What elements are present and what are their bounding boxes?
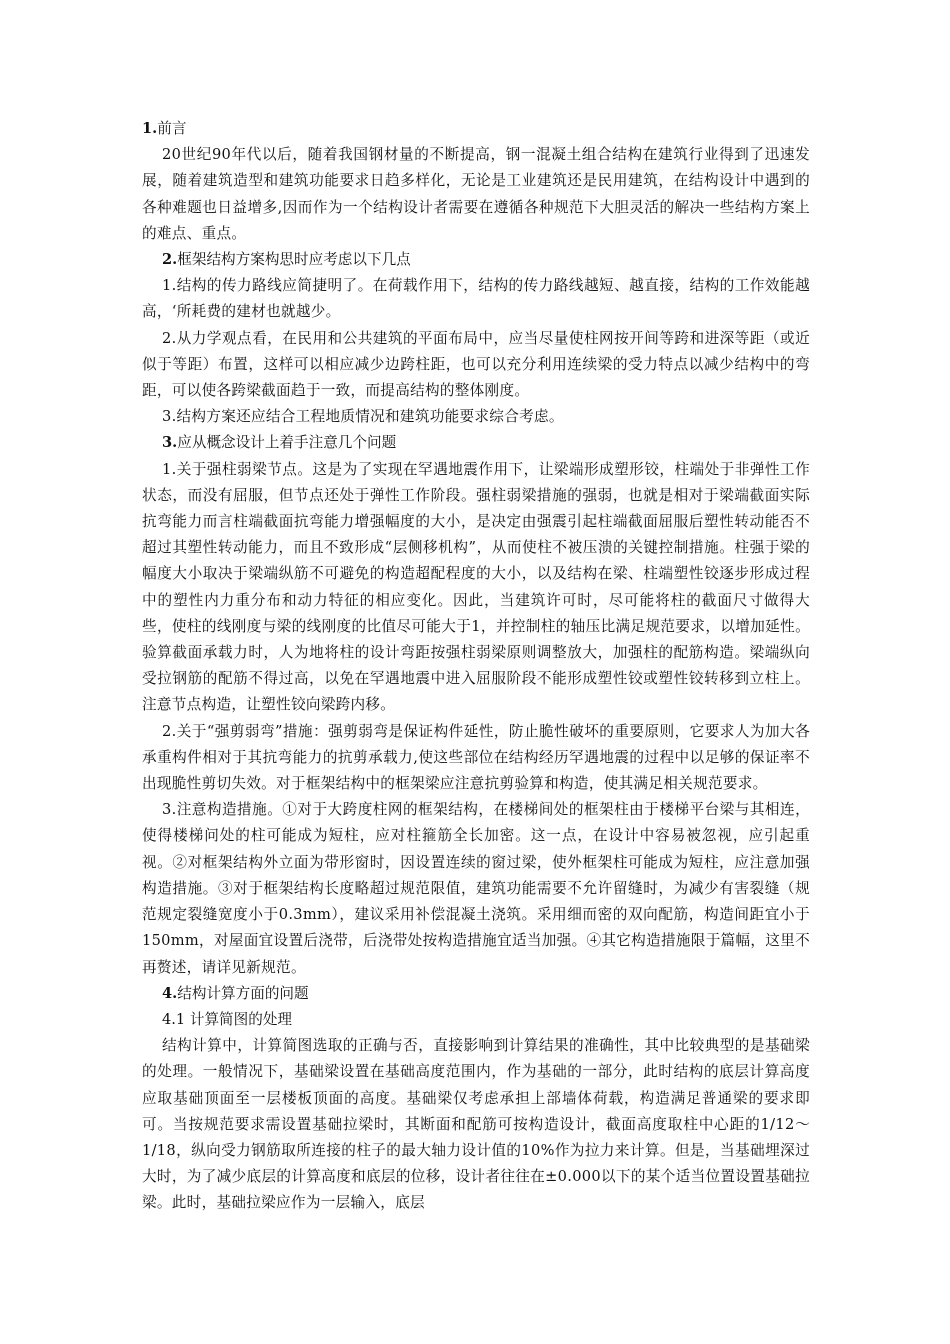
section-4-number: 4. xyxy=(162,984,178,1002)
section-1-heading xyxy=(142,116,810,142)
section-4-title: 结构计算方面的问题 xyxy=(177,984,309,1002)
section-4-heading xyxy=(142,981,810,1007)
section-3-number: 3. xyxy=(162,434,178,452)
section-3-title: 应从概念设计上着手注意几个问题 xyxy=(177,434,397,452)
section-3-paragraph-2: 2.关于“强剪弱弯”措施：强剪弱弯是保证构件延性，防止脆性破坏的重要原则，它要求人为加大各承重构件相对于其抗弯能力的抗剪承载力,使这些部位在结构经历罕遇地震的过程中以足够的保证率不出现脆性剪切失效。对于框架结构中的框架梁应注意抗剪验算和构造，使其满足相关规范要求。 xyxy=(142,722,810,793)
section-2-paragraph-1: 1.结构的传力路线应简捷明了。在荷载作用下，结构的传力路线越短、越直接，结构的工作效能越高，‘所耗费的建材也就越少。 xyxy=(142,277,810,321)
section-2-heading xyxy=(142,247,810,273)
section-3-heading xyxy=(142,430,810,456)
section-1-paragraph-1: 20世纪90年代以后，随着我国钢材量的不断提高，钢一混凝土组合结构在建筑行业得到了迅速发展，随着建筑造型和建筑功能要求日趋多样化，无论是工业建筑还是民用建筑，在结构设计中遇到的各种难题也日益增多,因而作为一个结构设计者需要在遵循各种规范下大胆灵活的解决一些结构方案上的难点、重点。 xyxy=(142,146,810,242)
section-1-title: 前言 xyxy=(157,120,187,137)
section-2-title: 框架结构方案构思时应考虑以下几点 xyxy=(177,251,411,269)
document-page xyxy=(142,116,810,1217)
section-3-paragraph-1: 1.关于强柱弱梁节点。这是为了实现在罕遇地震作用下，让梁端形成塑形铰，柱端处于非弹性工作状态，而没有屈服，但节点还处于弹性工作阶段。强柱弱梁措施的强弱，也就是相对于梁端截面实际抗弯能力而言柱端截面抗弯能力增强幅度的大小，是决定由强震引起柱端截面屈服后塑性转动能否不超过其塑性转动能力，而且不致形成“层侧移机构”，从而使柱不被压溃的关键控制措施。柱强于梁的幅度大小取决于梁端纵筋不可避免的构造超配程度的大小，以及结构在梁、柱端塑性铰逐步形成过程中的塑性内力重分布和动力特征的相应变化。因此，当建筑许可时，尽可能将柱的截面尺寸做得大些，使柱的线刚度与梁的线刚度的比值尽可能大于1，并控制柱的轴压比满足规范要求，以增加延性。验算截面承载力时，人为地将柱的设计弯距按强柱弱梁原则调整放大，加强柱的配筋构造。梁端纵向受拉钢筋的配筋不得过高，以免在罕遇地震中进入屈服阶段不能形成塑性铰或塑性铰转移到立柱上。注意节点构造，让塑性铰向梁跨内移。 xyxy=(142,460,810,714)
section-4-1-subheading: 4.1 计算简图的处理 xyxy=(162,1010,293,1028)
section-3-paragraph-3: 3.注意构造措施。①对于大跨度柱网的框架结构，在楼梯间处的框架柱由于楼梯平台梁与其相连，使得楼梯问处的柱可能成为短柱，应对柱箍筋全长加密。这一点，在设计中容易被忽视，应引起重视。②对框架结构外立面为带形窗时，因设置连续的窗过梁，使外框架柱可能成为短柱，应注意加强构造措施。③对于框架结构长度略超过规范限值，建筑功能需要不允许留缝时，为减少有害裂缝（规范规定裂缝宽度小于0.3mm），建议采用补偿混凝土浇筑。采用细而密的双向配筋，构造间距宜小于 150mm，对屋面宜设置后浇带，后浇带处按构造措施宜适当加强。④其它构造措施限于篇幅，这里不再赘述，请详见新规范。 xyxy=(142,801,810,976)
section-2-number: 2. xyxy=(162,251,178,269)
section-2-paragraph-3: 3.结构方案还应结合工程地质情况和建筑功能要求综合考虑。 xyxy=(162,408,564,426)
section-2-paragraph-2: 2.从力学观点看，在民用和公共建筑的平面布局中，应当尽量使柱网按开间等跨和进深等距（或近似于等距）布置，这样可以相应减少边跨柱距，也可以充分利用连续梁的受力特点以减少结构中的弯距，可以使各跨梁截面趋于一致，而提高结构的整体刚度。 xyxy=(142,329,810,400)
section-4-paragraph-1: 结构计算中，计算简图选取的正确与否，直接影响到计算结果的准确性，其中比较典型的是基础梁的处理。一般情况下，基础梁设置在基础高度范围内，作为基础的一部分，此时结构的底层计算高度应取基础顶面至一层楼板顶面的高度。基础梁仅考虑承担上部墙体荷载，构造满足普通梁的要求即可。当按规范要求需设置基础拉梁时，其断面和配筋可按构造设计，截面高度取柱中心距的1/12～1/18，纵向受力钢筋取所连接的柱子的最大轴力设计值的10%作为拉力来计算。但是，当基础埋深过大时，为了减少底层的计算高度和底层的位移，设计者往往在±0.000以下的某个适当位置设置基础拉梁。此时，基础拉梁应作为一层输入，底层 xyxy=(142,1037,810,1212)
section-1-number: 1. xyxy=(142,120,158,137)
